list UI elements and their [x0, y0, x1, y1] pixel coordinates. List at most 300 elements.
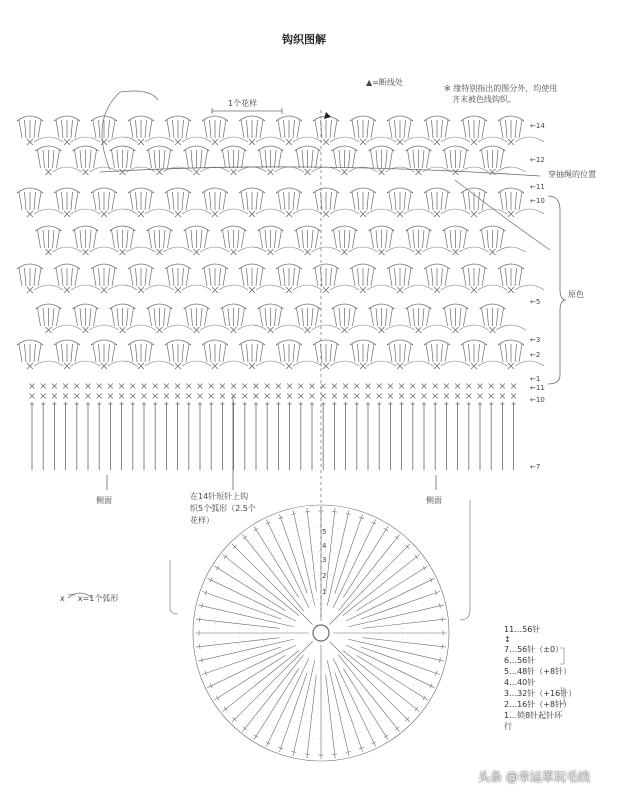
dc-stitch [56, 120, 59, 138]
dc-stitch [464, 150, 467, 168]
base-dc-top [224, 555, 227, 559]
sc-stitch [101, 139, 107, 145]
dc-stitch [112, 230, 115, 248]
sc-stitch [138, 211, 144, 217]
sc-stitch [231, 169, 237, 175]
dc-stitch [371, 120, 374, 138]
sc-stitch [120, 249, 126, 255]
sc-stitch [249, 211, 255, 217]
dc-stitch [99, 192, 101, 210]
base-dc-spoke [327, 510, 349, 606]
base-dc-spoke [198, 639, 294, 661]
dc-stitch [149, 120, 152, 138]
dc-stitch [108, 344, 110, 362]
sc-stitch [286, 139, 292, 145]
dc-stitch [469, 268, 471, 286]
dc-stitch [315, 192, 318, 210]
dc-stitch [117, 150, 119, 168]
sc-stitch [354, 394, 359, 399]
base-dc-spoke [196, 638, 279, 647]
base-dc-spoke [254, 669, 299, 740]
dc-stitch [349, 230, 351, 248]
dc-stitch [500, 268, 503, 286]
dc-stitch [352, 344, 355, 362]
base-dc-top [254, 735, 258, 738]
dc-stitch [131, 308, 134, 326]
watermark: 头条 @幸运草玩毛线 [478, 770, 590, 784]
sc-stitch [164, 394, 169, 399]
sc-stitch [377, 384, 382, 389]
dc-stitch [353, 230, 356, 248]
base-dc-top [216, 696, 219, 700]
base-dc-spoke [293, 660, 315, 756]
dc-stitch [34, 120, 36, 138]
sc-stitch [212, 363, 218, 369]
dc-stitch [353, 150, 356, 168]
dc-stitch [93, 192, 96, 210]
break-marker [324, 112, 331, 119]
dc-stitch [90, 308, 92, 326]
row-number-14: ←14 [530, 122, 545, 130]
round-number-3: 3 [322, 556, 327, 564]
dc-stitch [278, 344, 281, 362]
dc-stitch [131, 230, 134, 248]
dc-stitch [219, 192, 221, 210]
sc-stitch [212, 211, 218, 217]
dc-stitch [445, 120, 448, 138]
base-connector [460, 500, 470, 620]
sc-stitch [471, 287, 477, 293]
sc-stitch [175, 394, 180, 399]
row-number-5: ←5 [530, 298, 541, 306]
sc-stitch [305, 169, 311, 175]
base-dc-top [442, 644, 443, 649]
dc-stitch [386, 150, 388, 168]
sc-stitch [323, 363, 329, 369]
base-dc-top [210, 578, 212, 583]
sc-stitch [422, 394, 427, 399]
dc-stitch [25, 344, 27, 362]
dc-stitch [186, 230, 189, 248]
sc-stitch [27, 287, 33, 293]
sc-stitch [455, 384, 460, 389]
sc-stitch [175, 363, 181, 369]
dc-stitch [186, 192, 189, 210]
dc-stitch [56, 344, 59, 362]
dc-stitch [293, 268, 295, 286]
sc-stitch [265, 384, 270, 389]
dc-stitch [371, 344, 374, 362]
sc-stitch [466, 384, 471, 389]
dc-stitch [191, 308, 193, 326]
dc-stitch [108, 268, 110, 286]
sc-stitch [194, 169, 200, 175]
sc-stitch [142, 394, 147, 399]
dc-stitch [260, 150, 263, 168]
dc-stitch [519, 268, 522, 286]
sc-stitch [194, 327, 200, 333]
sc-stitch [175, 287, 181, 293]
dc-stitch [205, 308, 208, 326]
dc-stitch [145, 268, 147, 286]
sc-stitch [343, 384, 348, 389]
sc-stitch [86, 384, 91, 389]
dc-stitch [164, 230, 166, 248]
dc-stitch [426, 268, 429, 286]
sc-stitch [220, 394, 225, 399]
sc-stitch [157, 327, 163, 333]
dc-stitch [219, 268, 221, 286]
base-dc-spoke [196, 619, 279, 628]
dc-stitch [334, 230, 337, 248]
arc-note-1: 在14针短针上钩 [190, 492, 249, 501]
base-dc-top [243, 536, 247, 539]
dc-stitch [256, 120, 258, 138]
sc-stitch [268, 249, 274, 255]
dc-stitch [168, 230, 171, 248]
dc-stitch [38, 268, 41, 286]
base-dc-top [210, 684, 212, 689]
base-dc-spoke [232, 641, 313, 722]
dc-stitch [376, 230, 378, 248]
dc-stitch [515, 268, 517, 286]
dc-stitch [482, 344, 485, 362]
dc-stitch [93, 120, 96, 138]
dc-stitch [173, 192, 175, 210]
sc-stitch [455, 394, 460, 399]
dc-stitch [80, 150, 82, 168]
dc-stitch [136, 120, 138, 138]
sc-stitch [212, 287, 218, 293]
sc-stitch [52, 394, 57, 399]
base-dc-top [423, 566, 426, 570]
dc-stitch [241, 344, 244, 362]
sc-stitch [27, 139, 33, 145]
sc-stitch [508, 363, 514, 369]
dc-stitch [164, 150, 166, 168]
dc-stitch [167, 344, 170, 362]
dc-stitch [371, 150, 374, 168]
dc-stitch [275, 308, 277, 326]
dc-stitch [167, 268, 170, 286]
sc-stitch [198, 394, 203, 399]
dc-stitch [302, 230, 304, 248]
dc-stitch [297, 150, 300, 168]
dc-stitch [353, 308, 356, 326]
sc-stitch [397, 363, 403, 369]
sc-stitch [310, 394, 315, 399]
dc-stitch [247, 344, 249, 362]
dc-stitch [469, 120, 471, 138]
sc-stitch [379, 327, 385, 333]
stitch-count-row: 行 [504, 722, 512, 731]
sc-stitch [434, 211, 440, 217]
dc-stitch [260, 230, 263, 248]
dc-stitch [130, 192, 133, 210]
base-dc-top [243, 727, 247, 730]
base-dc-spoke [343, 526, 388, 597]
sc-stitch [399, 384, 404, 389]
sc-stitch [249, 287, 255, 293]
base-dc-spoke [357, 566, 428, 611]
dc-stitch [57, 308, 60, 326]
sc-stitch [83, 327, 89, 333]
base-dc-top [423, 696, 426, 700]
sc-stitch [286, 211, 292, 217]
sc-stitch [343, 394, 348, 399]
sc-stitch [120, 327, 126, 333]
dc-stitch [408, 120, 411, 138]
dc-stitch [56, 192, 59, 210]
row-number-11-top: ←11 [530, 183, 545, 191]
dc-stitch [316, 308, 319, 326]
dc-stitch [210, 268, 212, 286]
dc-stitch [339, 150, 341, 168]
dc-stitch [186, 308, 189, 326]
stitch-count-row: 5…48针（+8针） [504, 667, 572, 676]
dc-stitch [275, 230, 277, 248]
dc-stitch [93, 344, 96, 362]
sc-stitch [108, 384, 113, 389]
sc-stitch [305, 249, 311, 255]
base-dc-top [372, 742, 377, 744]
sc-stitch [444, 384, 449, 389]
dc-stitch [223, 150, 226, 168]
dc-stitch [482, 150, 485, 168]
dc-stitch [38, 192, 41, 210]
dc-stitch [352, 192, 355, 210]
dc-stitch [108, 120, 110, 138]
arc-note-3: 花样） [190, 516, 214, 525]
sc-stitch [287, 384, 292, 389]
dc-stitch [223, 120, 226, 138]
sc-stitch [101, 211, 107, 217]
base-dc-top [384, 528, 388, 531]
dc-stitch [445, 230, 448, 248]
stitch-count-row: 2…16针（+8针） [504, 700, 572, 709]
sc-stitch [366, 384, 371, 389]
dc-stitch [321, 268, 323, 286]
dc-stitch [478, 120, 480, 138]
dc-stitch [515, 344, 517, 362]
dc-stitch [426, 192, 429, 210]
dc-stitch [19, 344, 22, 362]
sc-stitch [138, 139, 144, 145]
dc-stitch [349, 150, 351, 168]
dc-stitch [19, 268, 22, 286]
dc-stitch [223, 344, 226, 362]
dc-stitch [501, 308, 504, 326]
dc-stitch [330, 268, 332, 286]
sc-stitch [490, 169, 496, 175]
dc-stitch [450, 150, 452, 168]
dc-stitch [186, 268, 189, 286]
sc-stitch [231, 394, 236, 399]
dc-stitch [71, 344, 73, 362]
sc-stitch [86, 394, 91, 399]
base-dc-top [305, 511, 310, 512]
sc-stitch [209, 384, 214, 389]
dc-stitch [149, 344, 152, 362]
dc-stitch [284, 120, 286, 138]
base-dc-top [266, 742, 271, 744]
stitch-count-row: ↕ [504, 635, 511, 644]
dc-stitch [427, 230, 430, 248]
sc-stitch [490, 327, 496, 333]
dc-stitch [145, 344, 147, 362]
dc-stitch [57, 150, 60, 168]
dc-stitch [445, 268, 448, 286]
dc-stitch [506, 268, 508, 286]
dc-stitch [423, 308, 425, 326]
dc-stitch [90, 150, 92, 168]
dc-stitch [408, 230, 411, 248]
sc-stitch [321, 384, 326, 389]
sc-stitch [434, 363, 440, 369]
base-dc-top [224, 707, 227, 711]
sc-stitch [508, 139, 514, 145]
dc-stitch [497, 308, 499, 326]
dc-stitch [260, 192, 263, 210]
dc-stitch [25, 268, 27, 286]
row-number-2: ←2 [530, 351, 541, 359]
base-dc-top [430, 684, 432, 689]
sc-stitch [342, 327, 348, 333]
sc-stitch [323, 287, 329, 293]
sc-stitch [268, 169, 274, 175]
dc-stitch [450, 230, 452, 248]
dc-stitch [154, 308, 156, 326]
sc-stitch [471, 211, 477, 217]
dc-stitch [315, 268, 318, 286]
dc-stitch [460, 150, 462, 168]
sc-stitch [433, 394, 438, 399]
row-number-1: ←1 [530, 375, 541, 383]
sc-stitch [157, 169, 163, 175]
dc-stitch [427, 150, 430, 168]
dc-stitch [279, 230, 282, 248]
dc-stitch [432, 192, 434, 210]
base-connector [170, 560, 178, 614]
dc-stitch [297, 344, 300, 362]
base-dc-spoke [363, 619, 446, 628]
base-dc-top [395, 536, 399, 539]
dc-stitch [330, 192, 332, 210]
dc-stitch [478, 268, 480, 286]
sc-stitch [321, 394, 326, 399]
sc-stitch [242, 394, 247, 399]
stitch-count-row: 11…56针 [504, 625, 541, 634]
sc-stitch [416, 249, 422, 255]
sc-stitch [231, 327, 237, 333]
dc-stitch [173, 268, 175, 286]
dc-stitch [302, 308, 304, 326]
dc-stitch [386, 230, 388, 248]
dc-stitch [117, 230, 119, 248]
sc-stitch [83, 169, 89, 175]
sc-stitch [41, 394, 46, 399]
dc-stitch [469, 192, 471, 210]
dc-stitch [293, 192, 295, 210]
dc-stitch [445, 150, 448, 168]
sc-stitch [108, 394, 113, 399]
dc-stitch [242, 230, 245, 248]
dc-stitch [191, 230, 193, 248]
sc-stitch [97, 394, 102, 399]
dc-stitch [38, 344, 41, 362]
dc-stitch [204, 344, 207, 362]
sc-stitch [354, 384, 359, 389]
round-number-5: 5 [322, 528, 327, 536]
dc-stitch [201, 230, 203, 248]
base-dc-spoke [357, 655, 428, 700]
dc-stitch [487, 230, 489, 248]
row-number-7: ←7 [530, 463, 541, 471]
sc-stitch [153, 394, 158, 399]
dc-stitch [506, 344, 508, 362]
sc-stitch [101, 363, 107, 369]
dc-stitch [390, 230, 393, 248]
dc-stitch [464, 308, 467, 326]
dc-stitch [182, 344, 184, 362]
dc-stitch [43, 230, 45, 248]
sc-stitch [453, 169, 459, 175]
row-number-10-top: ←10 [530, 197, 545, 205]
sc-stitch [249, 139, 255, 145]
sc-stitch [212, 139, 218, 145]
dc-stitch [247, 192, 249, 210]
dc-stitch [445, 344, 448, 362]
dc-stitch [53, 308, 55, 326]
page-title: 钩织图解 [282, 33, 326, 46]
dc-stitch [71, 268, 73, 286]
sc-stitch [342, 249, 348, 255]
row-number-3: ←3 [530, 336, 541, 344]
base-dc-spoke [329, 544, 410, 625]
sc-stitch [74, 394, 79, 399]
sc-stitch [27, 363, 33, 369]
dc-stitch [25, 120, 27, 138]
sc-stitch [453, 327, 459, 333]
dc-stitch [463, 268, 466, 286]
dc-stitch [275, 150, 277, 168]
pattern-repeat-label: 1个花样 [228, 99, 258, 108]
dc-stitch [464, 230, 467, 248]
dc-stitch [284, 268, 286, 286]
sc-stitch [64, 287, 70, 293]
arc-note-2: 织5个弧形（2.5个 [190, 504, 256, 513]
dc-stitch [297, 308, 300, 326]
sc-stitch [64, 211, 70, 217]
dc-stitch [395, 344, 397, 362]
sc-stitch [209, 394, 214, 399]
dc-stitch [445, 192, 448, 210]
dc-stitch [358, 344, 360, 362]
dc-stitch [376, 308, 378, 326]
sc-stitch [101, 287, 107, 293]
dc-stitch [408, 308, 411, 326]
base-dc-spoke [348, 639, 444, 661]
dc-stitch [38, 150, 41, 168]
sc-stitch [478, 384, 483, 389]
dc-stitch [312, 150, 314, 168]
dc-stitch [99, 344, 101, 362]
dc-stitch [238, 230, 240, 248]
sc-stitch [332, 384, 337, 389]
dc-stitch [57, 230, 60, 248]
dc-stitch [386, 308, 388, 326]
dc-stitch [38, 120, 41, 138]
